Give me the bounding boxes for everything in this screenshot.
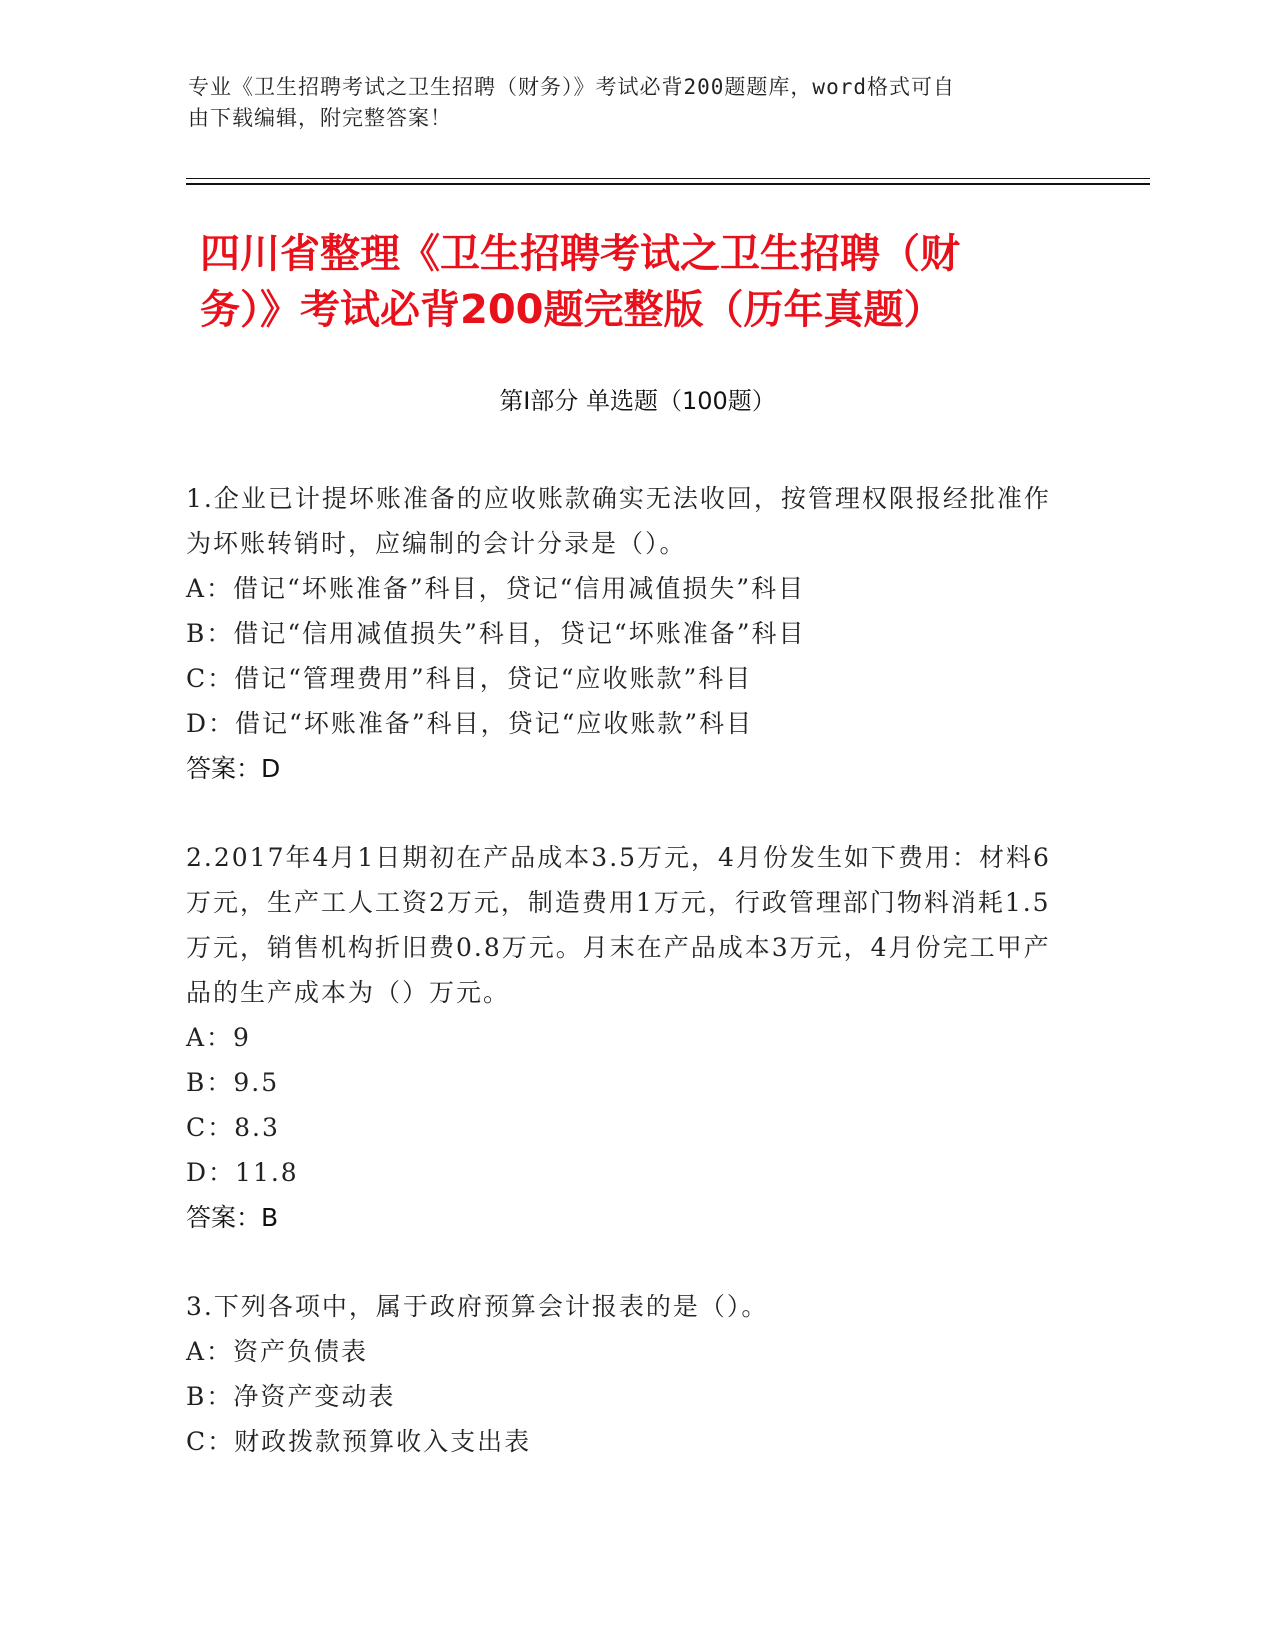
question-stem: 1.企业已计提坏账准备的应收账款确实无法收回，按管理权限报经批准作为坏账转销时，应编制的会计分录是（）。 bbox=[186, 484, 1051, 558]
header-note bbox=[188, 72, 1088, 134]
question-item bbox=[186, 1284, 1076, 1464]
header-note-line: 专业《卫生招聘考试之卫生招聘（财务）》考试必背200题题库，word格式可自 bbox=[188, 75, 955, 99]
header-note-line: 由下载编辑，附完整答案！ bbox=[188, 106, 452, 130]
document-title-line: 四川省整理《卫生招聘考试之卫生招聘（财 bbox=[200, 231, 960, 277]
header-divider bbox=[186, 183, 1150, 185]
document-title bbox=[200, 226, 1100, 338]
answer-text: 答案：B bbox=[186, 1203, 279, 1232]
option-d: D：11.8 bbox=[186, 1158, 299, 1187]
question-stem: 3.下列各项中，属于政府预算会计报表的是（）。 bbox=[186, 1292, 769, 1321]
question-list bbox=[186, 476, 1076, 1508]
option-d: D：借记“坏账准备”科目，贷记“应收账款”科目 bbox=[186, 709, 754, 738]
option-c: C：8.3 bbox=[186, 1113, 280, 1142]
option-c: C：财政拨款预算收入支出表 bbox=[186, 1427, 532, 1456]
question-stem: 2.2017年4月1日期初在产品成本3.5万元，4月份发生如下费用：材料6万元，生产工人工资2万元，制造费用1万元，行政管理部门物料消耗1.5万元，销售机构折旧费0.8万元。月末在产品成本3万元，4月份完工甲产品的生产成本为（）万元。 bbox=[186, 843, 1051, 1007]
header-divider bbox=[186, 178, 1150, 179]
question-item bbox=[186, 476, 1076, 791]
document-title-line: 务）》考试必背200题完整版（历年真题） bbox=[200, 287, 944, 333]
option-c: C：借记“管理费用”科目，贷记“应收账款”科目 bbox=[186, 664, 753, 693]
answer-text: 答案：D bbox=[186, 754, 281, 783]
option-b: B：9.5 bbox=[186, 1068, 280, 1097]
option-b: B：净资产变动表 bbox=[186, 1382, 396, 1411]
section-heading: 第Ⅰ部分 单选题（100题） bbox=[499, 387, 776, 415]
option-a: A：9 bbox=[186, 1023, 251, 1052]
option-a: A：资产负债表 bbox=[186, 1337, 369, 1366]
option-a: A：借记“坏账准备”科目，贷记“信用减值损失”科目 bbox=[186, 574, 806, 603]
option-b: B：借记“信用减值损失”科目，贷记“坏账准备”科目 bbox=[186, 619, 806, 648]
question-item bbox=[186, 835, 1076, 1240]
